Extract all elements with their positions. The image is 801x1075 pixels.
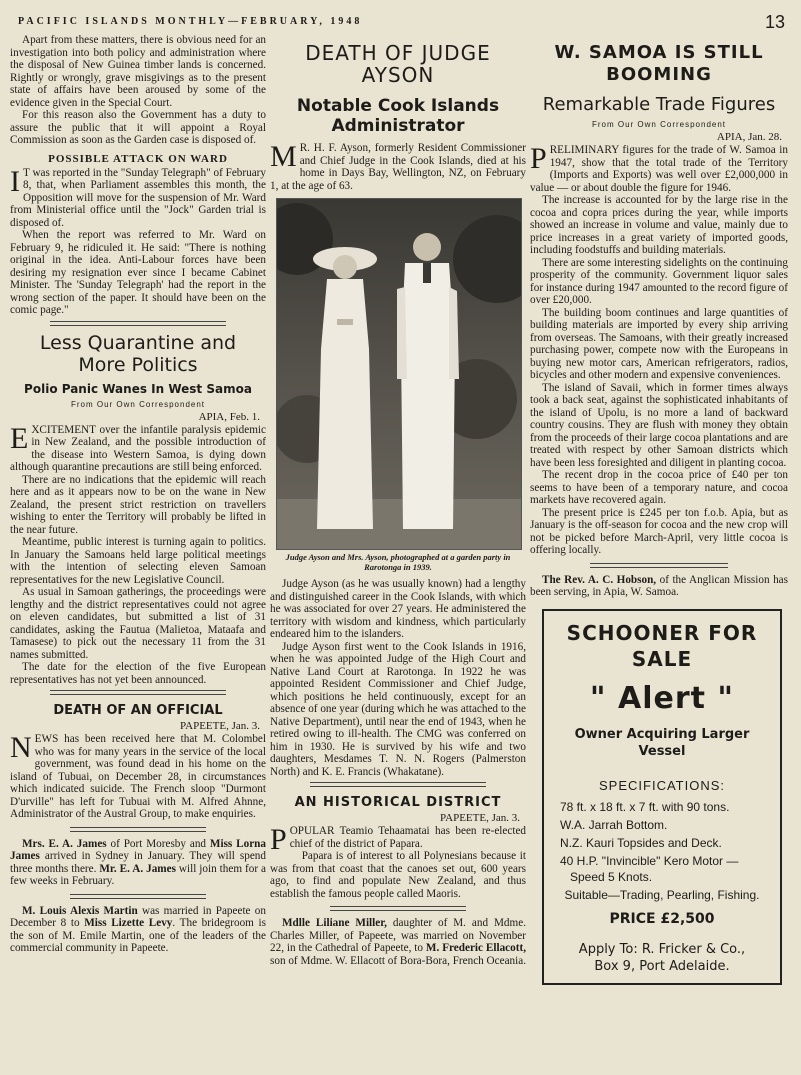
note-text: son of Mdme. W. Ellacott of Bora-Bora, French Oceania. — [270, 954, 526, 967]
dateline: PAPEETE, Jan. 3. — [180, 720, 260, 732]
spec-item: W.A. Jarrah Bottom. — [560, 817, 668, 832]
paragraph: For this reason also the Government has a duty to assure the public that it will appoint a Royal Commission as soon as the Garden case is disposed of. — [10, 109, 266, 146]
drop-cap: P — [270, 823, 287, 856]
spec-item: N.Z. Kauri Topsides and Deck. — [560, 835, 722, 850]
drop-cap: P — [530, 142, 547, 175]
paragraph: As usual in Samoan gatherings, the proceedings were lengthy and the district representatives could not agree on eleven candidates, but submitted a list of 31 candidates, asking the Fautua (Malietoa, Mataafa and Tamasese) to pick out the necessary 11 from the 31 names submitted. — [10, 586, 266, 661]
column-middle — [270, 34, 526, 1069]
paragraph: Judge Ayson (as he was usually known) had a lengthy and distinguished career in the Cook Islands, with which he was associated for over 27 years. He administered the territory with wisdom and kindness, which particularly endeared him to the islanders. — [270, 578, 526, 640]
personal-note-james — [10, 838, 266, 888]
article-garden-intro — [10, 34, 266, 147]
note-text: arrived in Sydney in January. They will spend three months there. — [10, 850, 266, 875]
column-left — [10, 34, 266, 1069]
drop-cap: E — [10, 421, 29, 455]
article-subtitle: Remarkable Trade Figures — [542, 94, 776, 115]
person-name: Mdlle Liliane Miller, — [282, 917, 387, 929]
spec-suitable: Suitable—Trading, Pearling, Fishing. — [564, 887, 760, 902]
paragraph: There are no indications that the epidemic will reach here and as it appears now to be on the wane in New Zealand, the present strict restriction on travellers wishing to enter the Territory will probably be lifted in the near future. — [10, 473, 266, 536]
apply-address: Box 9, Port Adelaide. — [594, 958, 730, 974]
paragraph — [10, 733, 266, 821]
paragraph — [530, 144, 788, 194]
note-text: of the Anglican Mission has been serving, in Apia, W. Samoa. — [530, 573, 788, 598]
paragraph — [10, 164, 266, 230]
article-title: More Politics — [78, 353, 198, 376]
paragraph — [270, 142, 526, 192]
paragraph-text: EWS has been received here that M. Colombel who was for many years in the service of the local government, was found dead in his home on the island of Tubuai, on December 28, in circumstances which indicated suicide. The French sloop "Durmont D'urville" has left for Tubuai with M. Alfred Ahnne, Administrator of the Austral Group, to make enquiries. — [10, 733, 266, 820]
paragraph: The date for the election of the five European representatives has not yet been announced. — [10, 661, 266, 686]
spec-item: 78 ft. x 18 ft. x 7 ft. with 90 tons. — [560, 799, 730, 814]
column-right — [530, 34, 788, 1069]
divider — [70, 894, 206, 899]
personal-note-hobson — [530, 574, 788, 599]
price: PRICE £2,500 — [609, 910, 715, 927]
photo-judge-and-mrs-ayson — [276, 198, 522, 550]
person-name: Mrs. E. A. James — [22, 837, 107, 850]
paragraph: When the report was referred to Mr. Ward on February 9, he ridiculed it. He said: "There is nothing original in the idea. Anti-Labour forces have been desiring my resignation ever since I became Cabinet Minister. The 'Sunday Telegraph' had the report in the wrong section of the paper. It should have been on the comic page." — [10, 229, 266, 316]
drop-cap: I — [10, 164, 20, 198]
paragraph: Meantime, public interest is turning again to politics. In January the Samoans held large political meetings with the intention of selecting eleven Samoan representatives for the new Legislative Council. — [10, 536, 266, 586]
page-header — [18, 12, 789, 34]
note-text: will join them for a few weeks in February. — [10, 862, 266, 887]
paragraph: Judge Ayson first went to the Cook Islands in 1916, when he was appointed Judge of the High Court and Native Land Court at Rarotonga. In 1922 he was appointed Resident Commissioner and Chief Judge, which positions he held continuously, except for an absence of one year (during which he was attached to the Native Department), until near the end of 1943, when he retired owing to ill-health. The CMG was conferred on him in 1930. He is survived by his wife and two daughters, Mesdames T. N. N. Rogers (Palmerston North) and K. E. Francis (Whakatane). — [270, 640, 526, 778]
person-name: M. Louis Alexis Martin — [22, 904, 138, 917]
paragraph-text: OPULAR Teamio Tehaamatai has been re-elected chief of the district of Papara. — [289, 825, 526, 850]
article-samoa-booming — [530, 42, 788, 557]
byline: From Our Own Correspondent — [70, 399, 206, 409]
dateline: APIA, Feb. 1. — [198, 410, 260, 423]
running-title: PACIFIC ISLANDS MONTHLY—FEBRUARY, 1948 — [18, 16, 363, 27]
person-name: Miss Lorna James — [10, 837, 266, 862]
paragraph: The island of Savaii, which in former times always took a back seat, against the sophisticated inhabitants of the island of Upolu, is no more a land of backward country cousins. They are flush with money they obtain from the proceeds of their large cocoa plantations and are treated with respect by other Samoan districts which have been less foresighted and diligent in planting cocoa. — [530, 381, 788, 469]
divider — [330, 906, 466, 911]
article-title: W. SAMOA IS STILL — [554, 42, 764, 63]
spec-heading: SPECIFICATIONS: — [599, 777, 725, 793]
drop-cap: M — [270, 140, 297, 173]
person-name: The Rev. A. C. Hobson, — [542, 573, 657, 586]
paragraph: The recent drop in the cocoa price of £40 per ton seems to have been of a temporary nature, and cocoa markets have recovered again. — [530, 469, 788, 506]
article-subtitle: Administrator — [331, 116, 465, 136]
drop-cap: N — [10, 731, 32, 764]
divider — [310, 782, 486, 787]
paragraph: The increase is accounted for by the large rise in the cocoa and copra prices during the year, while imports showed an increase in volume and value, mainly due to price increases in a great variety of imported goods, including foodstuffs and building materials. — [530, 194, 788, 256]
paragraph: There are some interesting sidelights on the continuing prosperity of the community. Government liquor sales for instance during 1947 amounted to the record figure of over £20,000. — [530, 256, 788, 306]
divider — [590, 563, 728, 568]
divider — [50, 690, 226, 695]
advert-tagline: Owner Acquiring Larger — [574, 726, 750, 742]
paragraph: The present price is £245 per ton f.o.b. Apia, but as January is the off-season for cocoa and the new crop will not be picked before March-April, very little cocoa is offering locally. — [530, 506, 788, 556]
personal-note-miller — [270, 917, 526, 967]
byline: From Our Own Correspondent — [591, 120, 727, 129]
article-subtitle: Polio Panic Wanes In West Samoa — [24, 381, 252, 396]
article-title: DEATH OF JUDGE — [305, 41, 491, 65]
dateline: PAPEETE, Jan. 3. — [440, 812, 520, 824]
note-text: of Port Moresby and — [106, 837, 210, 850]
dateline: APIA, Jan. 28. — [716, 131, 782, 143]
article-title: Less Quarantine and — [39, 331, 237, 354]
article-subtitle: Notable Cook Islands — [296, 96, 500, 116]
paragraph-text: T was reported in the "Sunday Telegraph" of February 8, that, when Parliament assembles this month, the Opposition will move for the suspension of Mr. Ward from Ministerial office until the "Jock" Garden trial is disposed of. — [10, 166, 266, 229]
advert-tagline: Vessel — [638, 743, 686, 759]
person-name: Mr. E. A. James — [99, 862, 176, 875]
article-title: AYSON — [361, 63, 435, 87]
article-attack-on-ward — [10, 153, 266, 317]
spec-item: 40 H.P. "Invincible" Kero Motor —Speed 5 Knots. — [560, 853, 739, 884]
article-heading: POSSIBLE ATTACK ON WARD — [48, 152, 228, 165]
photo-caption: Judge Ayson and Mrs. Ayson, photographed at a garden party in Rarotonga in 1939. — [285, 552, 511, 572]
paragraph-text: RELIMINARY figures for the trade of W. Samoa in 1947, show that the total trade of the Territory (Imports and Exports) was well over £2,000,000 in value — or about double the figure for 1946. — [530, 144, 788, 194]
paragraph-text: XCITEMENT over the infantile paralysis epidemic in New Zealand, and the possible introduction of the disease into Western Samoa, is dying down although quarantine precautions are still being enforced. — [10, 423, 266, 473]
paragraph-text: R. H. F. Ayson, formerly Resident Commissioner and Chief Judge in the Cook Islands, died at his home in Days Bay, Wellington, NZ, on February 1, at the age of 63. — [270, 142, 526, 192]
advert-headline: SALE — [631, 646, 693, 671]
paragraph — [270, 823, 526, 856]
note-text: . The bridegroom is the son of M. Emile Martin, one of the leaders of the commercial community in Papeete. — [10, 917, 266, 954]
person-name: Miss Lizette Levy — [84, 917, 173, 929]
article-heading: DEATH OF AN OFFICIAL — [53, 703, 223, 718]
vessel-name: " Alert " — [589, 680, 735, 716]
divider — [50, 321, 226, 326]
divider — [70, 827, 206, 832]
article-judge-ayson — [270, 42, 526, 778]
schooner-advertisement — [542, 609, 782, 985]
article-quarantine — [10, 332, 266, 687]
paragraph — [10, 421, 266, 474]
paragraph: Apart from these matters, there is obvious need for an investigation into both policy and administration where the disposal of New Guinea timber lands is concerned. Rightly or wrongly, grave misgivings as to the present state of affairs have been aroused by some of the evidence given in the Special Court. — [10, 34, 266, 109]
personal-note-martin — [10, 905, 266, 955]
article-historical-district — [270, 795, 526, 900]
advert-headline: SCHOONER FOR — [566, 620, 758, 645]
paragraph: Papara is of interest to all Polynesians because it was from that coast that the canoes set out, 600 years ago, to find and populate New Zealand, and thus establish the famous people called Maoris. — [270, 850, 526, 900]
note-text: was married in Papeete on December 8 to — [10, 904, 266, 929]
article-death-of-official — [10, 703, 266, 821]
person-name: M. Frederic Ellacott, — [425, 942, 526, 954]
apply-contact: Apply To: R. Fricker & Co., — [578, 941, 746, 957]
photograph-image — [277, 199, 521, 549]
page-number: 13 — [764, 12, 785, 32]
note-text: daughter of M. and Mdme. Charles Miller, of Papeete, was married on November 22, in the Cathedral of Papeete, to — [270, 917, 526, 954]
article-heading: AN HISTORICAL DISTRICT — [294, 795, 502, 810]
paragraph: The building boom continues and large quantities of building materials are imported by every ship arriving from overseas. The Samoans, with their greatly increased purchasing power, compete now with the Europeans in buying new motor cars, American refrigerators, radios, bicycles and other modern and expensive conveniences. — [530, 306, 788, 381]
article-title: BOOMING — [606, 64, 712, 85]
